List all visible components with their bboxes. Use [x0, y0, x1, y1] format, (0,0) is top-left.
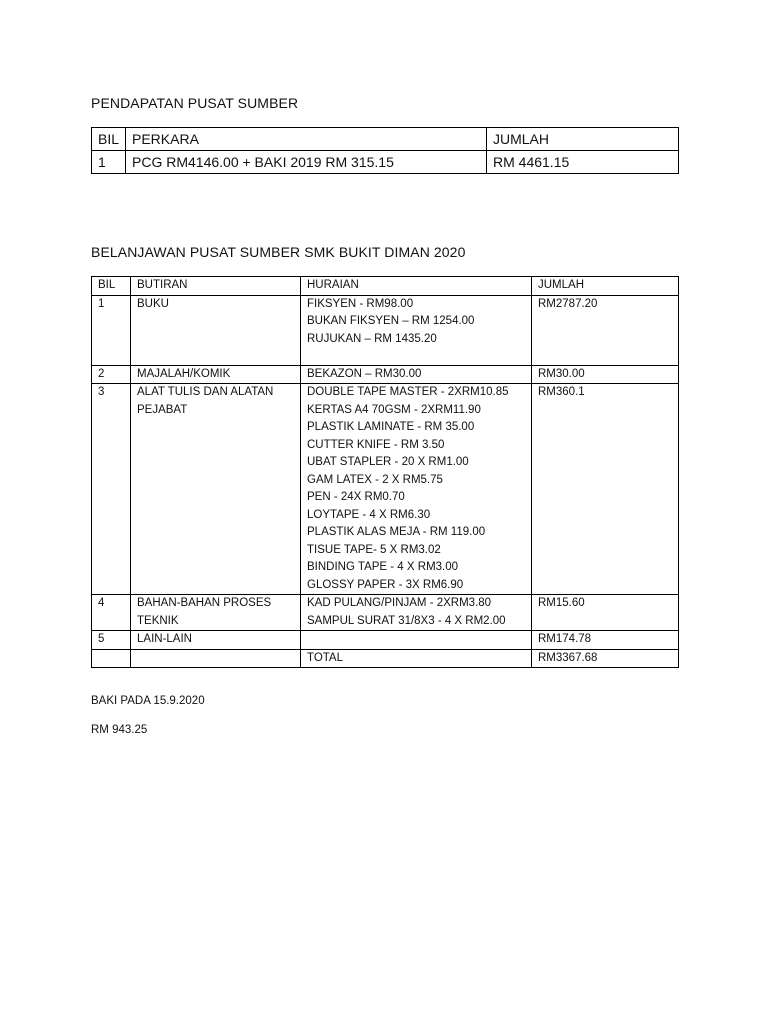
- table-row: [92, 295, 679, 365]
- header-jumlah: JUMLAH: [532, 277, 679, 296]
- butiran-line: ALAT TULIS DAN ALATAN: [137, 386, 274, 398]
- huraian-line: PLASTIK LAMINATE - RM 35.00: [307, 421, 475, 433]
- total-label: TOTAL: [301, 649, 532, 668]
- cell-huraian: [301, 384, 532, 595]
- income-table: [91, 127, 679, 174]
- header-perkara: PERKARA: [126, 128, 487, 151]
- cell-jumlah: RM30.00: [532, 365, 679, 384]
- cell-butiran: [131, 384, 301, 595]
- huraian-line: RUJUKAN – RM 1435.20: [307, 332, 437, 345]
- cell-bil: 3: [92, 384, 131, 595]
- table-header-row: [92, 128, 679, 151]
- cell-butiran: [131, 631, 301, 650]
- expense-table: [91, 276, 679, 668]
- header-huraian: HURAIAN: [301, 277, 532, 296]
- huraian-line: SAMPUL SURAT 31/8X3 - 4 X RM2.00: [307, 614, 506, 627]
- cell-jumlah: RM 4461.15: [487, 151, 679, 174]
- cell-jumlah: RM15.60: [532, 595, 679, 631]
- cell-huraian: [301, 631, 532, 650]
- cell-huraian: [301, 365, 532, 384]
- huraian-line: GAM LATEX - 2 X RM5.75: [307, 473, 443, 486]
- huraian-line: BINDING TAPE - 4 X RM3.00: [307, 561, 459, 573]
- huraian-line: CUTTER KNIFE - RM 3.50: [307, 438, 445, 451]
- huraian-line: PLASTIK ALAS MEJA - RM 119.00: [307, 526, 486, 538]
- butiran-line: BUKU: [137, 297, 169, 310]
- huraian-line: BEKAZON – RM30.00: [307, 367, 422, 380]
- table-row: [92, 151, 679, 174]
- cell-bil: 1: [92, 295, 131, 365]
- cell-jumlah: RM174.78: [532, 631, 679, 650]
- huraian-line: KAD PULANG/PINJAM - 2XRM3.80: [307, 597, 492, 609]
- cell-butiran: [131, 295, 301, 365]
- cell-perkara: PCG RM4146.00 + BAKI 2019 RM 315.15: [126, 151, 487, 174]
- cell-bil: 1: [92, 151, 126, 174]
- header-bil: BIL: [92, 128, 126, 151]
- header-jumlah: JUMLAH: [487, 128, 679, 151]
- table-row: [92, 384, 679, 595]
- cell-empty: [92, 649, 131, 668]
- cell-jumlah: RM2787.20: [532, 295, 679, 365]
- total-value: RM3367.68: [532, 649, 679, 668]
- butiran-line: BAHAN-BAHAN PROSES: [137, 597, 272, 609]
- huraian-line: KERTAS A4 70GSM - 2XRM11.90: [307, 403, 481, 416]
- cell-bil: 2: [92, 365, 131, 384]
- cell-empty: [131, 649, 301, 668]
- balance-label: BAKI PADA 15.9.2020: [91, 695, 205, 707]
- butiran-line: MAJALAH/KOMIK: [137, 367, 231, 380]
- income-title: PENDAPATAN PUSAT SUMBER: [91, 95, 299, 111]
- table-row: [92, 595, 679, 631]
- cell-jumlah: RM360.1: [532, 384, 679, 595]
- huraian-line: BUKAN FIKSYEN – RM 1254.00: [307, 315, 475, 327]
- huraian-line: TISUE TAPE- 5 X RM3.02: [307, 543, 441, 556]
- butiran-line: LAIN-LAIN: [137, 633, 192, 645]
- table-header-row: [92, 277, 679, 296]
- huraian-line: DOUBLE TAPE MASTER - 2XRM10.85: [307, 386, 509, 398]
- cell-huraian: [301, 295, 532, 365]
- cell-huraian: [301, 595, 532, 631]
- cell-butiran: [131, 365, 301, 384]
- cell-bil: 5: [92, 631, 131, 650]
- butiran-line: TEKNIK: [137, 614, 179, 627]
- huraian-line: GLOSSY PAPER - 3X RM6.90: [307, 578, 464, 591]
- header-butiran: BUTIRAN: [131, 277, 301, 296]
- table-row: [92, 365, 679, 384]
- huraian-line: PEN - 24X RM0.70: [307, 491, 405, 503]
- cell-butiran: [131, 595, 301, 631]
- cell-bil: 4: [92, 595, 131, 631]
- expense-title: BELANJAWAN PUSAT SUMBER SMK BUKIT DIMAN 2020: [91, 244, 466, 260]
- balance-value: RM 943.25: [91, 724, 148, 736]
- huraian-line: LOYTAPE - 4 X RM6.30: [307, 508, 431, 521]
- huraian-line: FIKSYEN - RM98.00: [307, 297, 414, 310]
- table-row: [92, 631, 679, 650]
- butiran-line: PEJABAT: [137, 403, 188, 416]
- huraian-line: UBAT STAPLER - 20 X RM1.00: [307, 456, 469, 468]
- total-row: [92, 649, 679, 668]
- header-bil: BIL: [92, 277, 131, 296]
